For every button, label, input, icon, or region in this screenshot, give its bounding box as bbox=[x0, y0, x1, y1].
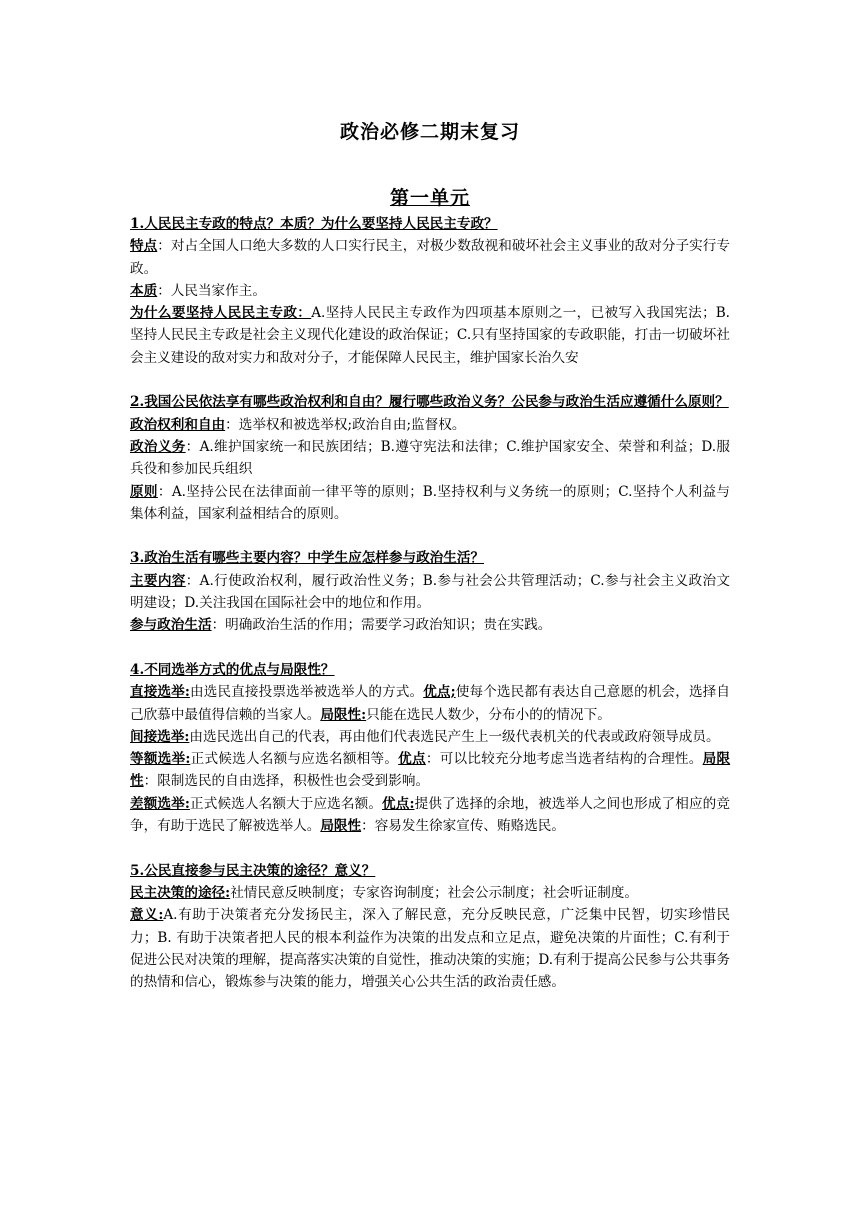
answer-text: 明确政治生活的作用；需要学习政治知识；贵在实践。 bbox=[225, 617, 552, 634]
question-2: 2.我国公民依法享有哪些政治权利和自由？履行哪些政治义务？公民参与政治生活应遵循什么原则？ bbox=[130, 394, 729, 411]
advantage-label: 优点: bbox=[382, 795, 415, 812]
answer-paragraph bbox=[130, 570, 730, 615]
answer-text: A.行使政治权利，履行政治性义务；B.参与社会公共管理活动；C.参与社会主义政治文明建设；D.关注我国在国际社会中的地位和作用。 bbox=[130, 572, 731, 612]
answer-separator: ： bbox=[143, 773, 158, 790]
answer-paragraph bbox=[130, 882, 730, 904]
limitation-label: 局限性: bbox=[320, 706, 367, 723]
answer-text: 选举权和被选举权;政治自由;监督权。 bbox=[238, 416, 466, 433]
question-1: 1.人民民主专政的特点？本质？为什么要坚持人民民主专政？ bbox=[130, 216, 498, 232]
answer-text: A.坚持人民民主专政作为四项基本原则之一，已被写入我国宪法；B. 坚持人民民主专政是社会主义现代化建设的政治保证；C.只有坚持国家的专政职能，打击一切破坏社会主义建设的敌对实力和敌对分子，才能保障人民民主，维护国家长治久安 bbox=[130, 305, 731, 366]
answer-paragraph bbox=[130, 235, 730, 280]
answer-paragraph bbox=[130, 726, 730, 748]
advantage-label: 优点 bbox=[398, 751, 426, 768]
answer-label: 差额选举: bbox=[130, 795, 190, 812]
answer-paragraph bbox=[130, 302, 730, 369]
document-title: 政治必修二期末复习 bbox=[339, 121, 520, 143]
question-5: 5.公民直接参与民主决策的途径？意义？ bbox=[130, 862, 376, 879]
answer-label: 本质 bbox=[130, 282, 158, 299]
document-body bbox=[130, 213, 730, 993]
answer-separator: ： bbox=[225, 416, 239, 433]
answer-separator: ： bbox=[185, 438, 200, 455]
answer-separator: ： bbox=[425, 751, 440, 768]
advantage-text: 使每个选民都有表达自己意愿的机会，选择自己欣慕中最值得信赖的当家人。 bbox=[130, 684, 730, 723]
answer-text: 由选民选出自己的代表，再由他们代表选民产生上一级代表机关的代表或政府领导成员。 bbox=[189, 728, 720, 745]
answer-paragraph bbox=[130, 793, 730, 838]
answer-label: 主要内容 bbox=[130, 572, 186, 589]
paragraph-gap bbox=[130, 369, 730, 391]
answer-label: 意义: bbox=[130, 907, 164, 924]
answer-text: 人民当家作主。 bbox=[170, 282, 266, 299]
answer-label: 政治义务 bbox=[130, 438, 186, 455]
answer-text: A.坚持公民在法律面前一律平等的原则；B.坚持权利与义务统一的原则；C.坚持个人利益与集体利益，国家利益相结合的原则。 bbox=[130, 483, 731, 522]
answer-label: 原则 bbox=[130, 483, 158, 500]
limitation-text: 容易发生徐家宣传、贿赂选民。 bbox=[374, 818, 565, 835]
advantage-label: 优点; bbox=[423, 684, 456, 701]
answer-label: 参与政治生活 bbox=[130, 617, 212, 634]
answer-label: 等额选举: bbox=[130, 751, 191, 768]
answer-text: 对占全国人口绝大多数的人口实行民主，对极少数敌视和破坏社会主义事业的敌对分子实行专政。 bbox=[130, 238, 731, 277]
answer-label: 特点 bbox=[130, 238, 158, 255]
answer-paragraph bbox=[130, 280, 730, 302]
answer-paragraph bbox=[130, 414, 730, 436]
paragraph-gap bbox=[130, 637, 730, 659]
answer-text: 正式候选人名额与应选名额相等。 bbox=[190, 751, 399, 768]
paragraph-gap bbox=[130, 837, 730, 859]
answer-separator: ： bbox=[361, 818, 375, 835]
answer-text: A.维护国家统一和民族团结；B.遵守宪法和法律；C.维护国家安全、荣誉和利益；D.服兵役和参加民兵组织 bbox=[130, 438, 731, 478]
answer-paragraph bbox=[130, 748, 730, 793]
answer-paragraph bbox=[130, 904, 730, 993]
answer-text: 由选民直接投票选举被选举人的方式。 bbox=[189, 684, 424, 701]
answer-label: 政治权利和自由 bbox=[130, 416, 226, 433]
limitation-text: 只能在选民人数少，分布小的的情况下。 bbox=[366, 706, 611, 723]
answer-text: A.有助于决策者充分发扬民主，深入了解民意，充分反映民意，广泛集中民智，切实珍惜民力；B. 有助于决策者把人民的根本利益作为决策的出发点和立足点，避免决策的片面性；C.有利于促进公民对决策的理解，提高落实决策的自觉性，推动决策的实施；D.有利于提高公民参与公共事务的热情和信心，锻炼参与决策的能力，增强关心公共生活的政治责任感。 bbox=[130, 907, 730, 991]
answer-text: 社情民意反映制度；专家咨询制度；社会公示制度；社会听证制度。 bbox=[230, 884, 638, 901]
answer-label: 直接选举: bbox=[130, 684, 190, 701]
answer-label: 民主决策的途径: bbox=[130, 884, 231, 901]
answer-separator: ： bbox=[211, 617, 226, 634]
limitation-label: 局限性 bbox=[320, 818, 362, 835]
answer-paragraph bbox=[130, 436, 730, 481]
question-3: 3.政治生活有哪些主要内容？中学生应怎样参与政治生活？ bbox=[130, 550, 485, 567]
answer-text: 正式候选人名额大于应选名额。 bbox=[189, 795, 383, 812]
question-4: 4.不同选举方式的优点与局限性？ bbox=[130, 661, 335, 678]
unit-heading: 第一单元 bbox=[389, 187, 470, 209]
answer-label: 为什么要坚持人民民主专政： bbox=[130, 305, 312, 322]
answer-separator: ： bbox=[185, 572, 200, 589]
answer-separator: ： bbox=[157, 238, 171, 255]
answer-paragraph bbox=[130, 481, 730, 526]
answer-paragraph bbox=[130, 681, 730, 726]
paragraph-gap bbox=[130, 525, 730, 547]
answer-label: 间接选举: bbox=[130, 728, 190, 745]
answer-separator: ： bbox=[157, 282, 171, 299]
answer-paragraph bbox=[130, 614, 730, 636]
limitation-label: 局限性 bbox=[130, 751, 731, 790]
advantage-text: 可以比较充分地考虑当选者结构的合理性。 bbox=[439, 751, 703, 768]
limitation-text: 限制选民的自由选择，积极性也会受到影响。 bbox=[157, 773, 430, 790]
answer-separator: ： bbox=[157, 483, 172, 500]
advantage-text: 提供了选择的余地，被选举人之间也形成了相应的竞争，有助于选民了解被选举人。 bbox=[130, 795, 730, 835]
